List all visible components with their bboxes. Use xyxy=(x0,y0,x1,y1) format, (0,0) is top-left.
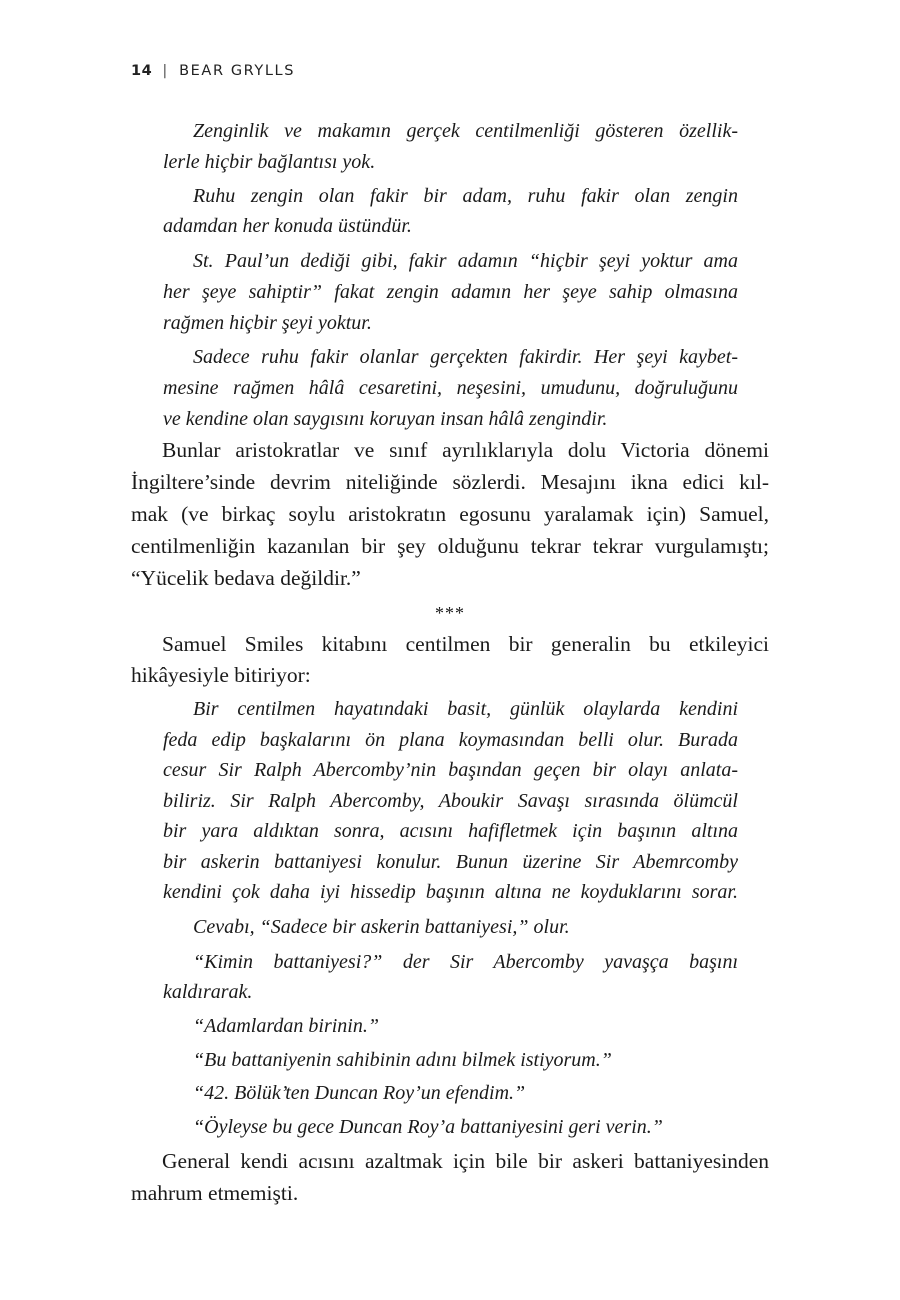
running-head xyxy=(131,63,295,79)
page-number: 14 xyxy=(131,63,153,79)
quote-line: adamdan her konuda üstündür. xyxy=(163,215,412,237)
quote-line: bir yara aldıktan sonra, acısını hafifletmek için başının altına xyxy=(163,820,738,842)
body-line: mahrum etmemişti. xyxy=(131,1181,299,1205)
quote-line: rağmen hiçbir şeyi yoktur. xyxy=(163,312,372,334)
quote-line: ve kendine olan saygısını koruyan insan hâlâ zengindir. xyxy=(163,408,608,430)
quote-line: “42. Bölük’ten Duncan Roy’un efendim.” xyxy=(193,1082,526,1104)
body-line: hikâyesiyle bitiriyor: xyxy=(131,663,311,687)
quote-line: “Bu battaniyenin sahibinin adını bilmek istiyorum.” xyxy=(193,1049,612,1071)
quote-line: feda edip başkalarını ön plana koymasından belli olur. Burada xyxy=(163,729,738,751)
quote-line: biliriz. Sir Ralph Abercomby, Aboukir Savaşı sırasında ölümcül xyxy=(163,790,738,812)
body-line: centilmenliğin kazanılan bir şey olduğunu tekrar tekrar vurgulamıştı; xyxy=(131,534,769,558)
quote-line: her şeye sahiptir” fakat zengin adamın her şeye sahip olmasına xyxy=(163,281,738,303)
section-break: *** xyxy=(435,603,465,623)
quote-line: “Adamlardan birinin.” xyxy=(193,1015,379,1037)
quote-line: kendini çok daha iyi hissedip başının altına ne koyduklarını sorar. xyxy=(163,881,738,903)
quote-line: cesur Sir Ralph Abercomby’nin başından geçen bir olayı anlata- xyxy=(163,759,738,781)
header-separator: | xyxy=(162,63,169,79)
author-name: BEAR GRYLLS xyxy=(179,63,296,79)
quote-line: Cevabı, “Sadece bir askerin battaniyesi,” olur. xyxy=(193,916,570,938)
quote-line: Sadece ruhu fakir olanlar gerçekten fakirdir. Her şeyi kaybet- xyxy=(193,346,738,368)
quote-line: mesine rağmen hâlâ cesaretini, neşesini, umudunu, doğruluğunu xyxy=(163,377,738,399)
quote-line: Bir centilmen hayatındaki basit, günlük olaylarda kendini xyxy=(193,698,738,720)
quote-line: lerle hiçbir bağlantısı yok. xyxy=(163,151,376,173)
quote-line: kaldırarak. xyxy=(163,981,253,1003)
body-line: General kendi acısını azaltmak için bile bir askeri battaniyesinden xyxy=(162,1149,769,1173)
quote-line: St. Paul’un dediği gibi, fakir adamın “hiçbir şeyi yoktur ama xyxy=(193,250,738,272)
quote-line: Ruhu zengin olan fakir bir adam, ruhu fakir olan zengin xyxy=(193,185,738,207)
body-line: Samuel Smiles kitabını centilmen bir generalin bu etkileyici xyxy=(162,632,769,656)
body-line: Bunlar aristokratlar ve sınıf ayrılıklarıyla dolu Victoria dönemi xyxy=(162,438,769,462)
quote-line: Zenginlik ve makamın gerçek centilmenliği gösteren özellik- xyxy=(193,120,738,142)
body-line: İngiltere’sinde devrim niteliğinde sözlerdi. Mesajını ikna edici kıl- xyxy=(131,470,769,494)
body-line: “Yücelik bedava değildir.” xyxy=(131,566,361,590)
quote-line: “Kimin battaniyesi?” der Sir Abercomby yavaşça başını xyxy=(193,951,738,973)
quote-line: “Öyleyse bu gece Duncan Roy’a battaniyesini geri verin.” xyxy=(193,1116,663,1138)
body-line: mak (ve birkaç soylu aristokratın egosunu yaralamak için) Samuel, xyxy=(131,502,769,526)
quote-line: bir askerin battaniyesi konulur. Bunun üzerine Sir Abemrcomby xyxy=(163,851,738,873)
